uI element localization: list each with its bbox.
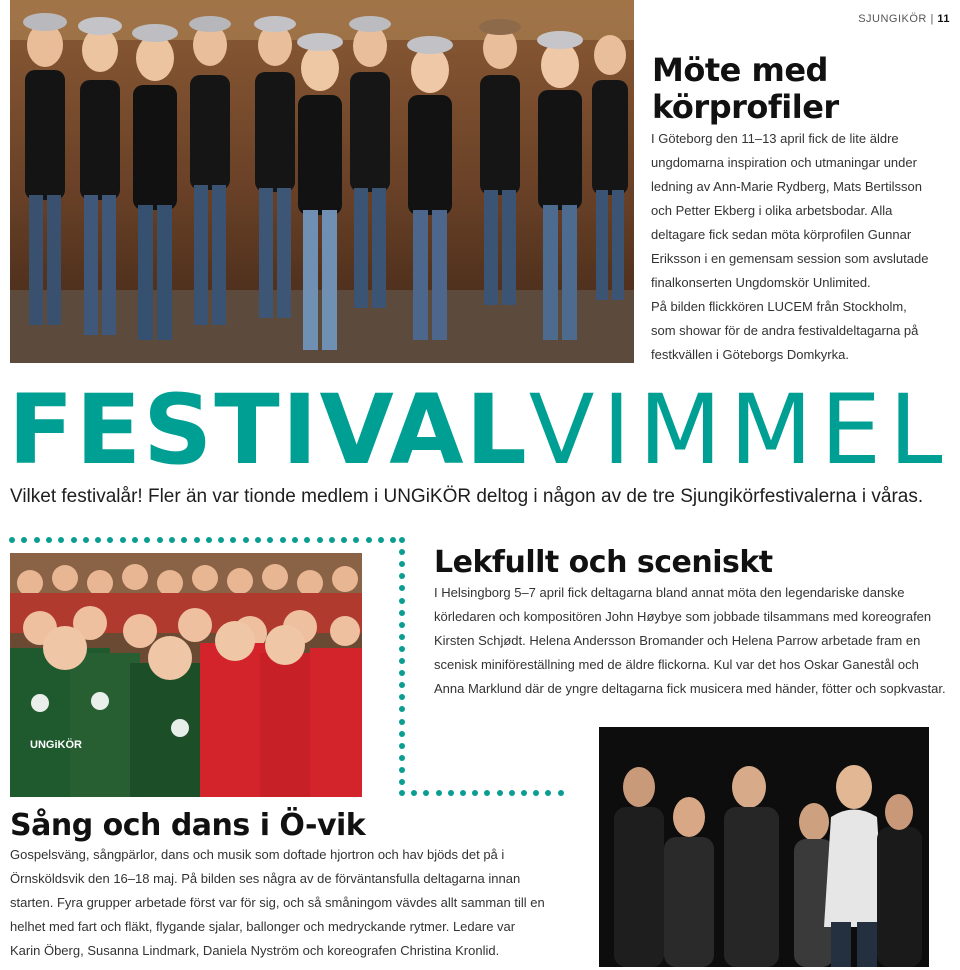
top-story-title — [652, 52, 839, 126]
frame-dot — [83, 537, 89, 543]
frame-dot — [484, 790, 490, 796]
body-line: Örnsköldsvik den 16–18 maj. På bilden ses några av de förväntansfulla deltagarna innan — [10, 871, 521, 886]
frame-dot — [218, 537, 224, 543]
frame-dot — [71, 537, 77, 543]
frame-dot — [317, 537, 323, 543]
body-line: helhet med fart och fläkt, flygande sjalar, ballonger och medryckande rytmer. Ledare var — [10, 919, 516, 934]
frame-dot — [95, 537, 101, 543]
frame-dot — [399, 790, 405, 796]
body-line: I Helsingborg 5–7 april fick deltagarna bland annat möta den legendariske danske — [434, 585, 905, 600]
frame-dot — [399, 561, 405, 567]
children-crowd — [10, 564, 362, 797]
banner-bold: FESTIVAL — [8, 374, 529, 486]
frame-dot — [399, 610, 405, 616]
festivalvimmel-banner — [8, 374, 951, 486]
frame-dot — [399, 767, 405, 773]
frame-dot — [399, 670, 405, 676]
frame-dot — [472, 790, 478, 796]
frame-dot — [399, 755, 405, 761]
frame-dot — [194, 537, 200, 543]
body-line: Anna Marklund där de yngre deltagarna fick musicera med händer, fötter och sopkvastar. — [434, 681, 946, 696]
frame-dot — [304, 537, 310, 543]
frame-dot — [341, 537, 347, 543]
body-line: finalkonserten Ungdomskör Unlimited. — [651, 275, 871, 290]
frame-dot — [181, 537, 187, 543]
frame-dot — [390, 537, 396, 543]
body-line: deltagare fick sedan möta körprofilen Gunnar — [651, 227, 912, 242]
frame-dot — [460, 790, 466, 796]
frame-dot — [399, 658, 405, 664]
body-line: Karin Öberg, Susanna Lindmark, Daniela Nyström och koreografen Christina Kronlid. — [10, 943, 500, 958]
header-separator: | — [930, 13, 934, 25]
frame-dot — [157, 537, 163, 543]
top-story-title-line-1: Möte med — [652, 51, 828, 89]
body-line: Kirsten Schjødt. Helena Andersson Bromander och Helena Parrow arbetade fram en — [434, 633, 921, 648]
frame-dot — [399, 646, 405, 652]
frame-dot — [230, 537, 236, 543]
frame-dot — [366, 537, 372, 543]
page-number: 11 — [937, 13, 950, 25]
frame-dot — [58, 537, 64, 543]
body-line: ungdomarna inspiration och utmaningar under — [651, 155, 917, 170]
section-name: SJUNGIKÖR — [858, 13, 927, 25]
photo-lucem-choir — [10, 0, 634, 363]
frame-dot — [280, 537, 286, 543]
running-header — [858, 13, 950, 25]
frame-dot — [399, 573, 405, 579]
frame-dot — [21, 537, 27, 543]
body-line: I Göteborg den 11–13 april fick de lite äldre — [651, 131, 899, 146]
frame-dot — [132, 537, 138, 543]
middle-story-body — [434, 581, 954, 701]
frame-dot — [399, 549, 405, 555]
frame-dot — [399, 622, 405, 628]
frame-dot — [521, 790, 527, 796]
frame-dot — [292, 537, 298, 543]
frame-dot — [169, 537, 175, 543]
frame-dot — [558, 790, 564, 796]
frame-dot — [46, 537, 52, 543]
frame-dot — [34, 537, 40, 543]
body-line: och Petter Ekberg i olika arbetsbodar. Alla — [651, 203, 893, 218]
frame-dot — [329, 537, 335, 543]
frame-dot — [267, 537, 273, 543]
frame-dot — [533, 790, 539, 796]
frame-dot — [399, 585, 405, 591]
top-story-body — [651, 127, 951, 367]
body-line: scenisk miniföreställning med de äldre flickorna. Kul var det hos Oskar Ganestål och — [434, 657, 919, 672]
body-line: ledning av Ann-Marie Rydberg, Mats Bertilsson — [651, 179, 922, 194]
frame-dot — [399, 634, 405, 640]
frame-dot — [9, 537, 15, 543]
body-line: Gospelsväng, sångpärlor, dans och musik som doftade hjortron och hav bjöds det på i — [10, 847, 505, 862]
bottom-story-body — [10, 843, 590, 963]
frame-dot — [509, 790, 515, 796]
frame-dot — [399, 694, 405, 700]
body-line: festkvällen i Göteborgs Domkyrka. — [651, 347, 849, 362]
frame-dot — [399, 682, 405, 688]
body-line: som showar för de andra festivaldeltagarna på — [651, 323, 919, 338]
frame-dot — [399, 719, 405, 725]
frame-dot — [399, 779, 405, 785]
frame-dot — [423, 790, 429, 796]
photo-helsingborg-children — [10, 553, 362, 797]
frame-dot — [448, 790, 454, 796]
body-line: körledaren och kompositören John Høybye som jobbade tilsammans med koreografen — [434, 609, 932, 624]
frame-dot — [107, 537, 113, 543]
photo-ovik-dancers — [599, 727, 929, 967]
frame-dot — [399, 731, 405, 737]
bottom-story-title: Sång och dans i Ö-vik — [10, 808, 366, 843]
body-line: starten. Fyra grupper arbetade först var för sig, och så småningom vävdes allt samman till en — [10, 895, 545, 910]
frame-dot — [399, 743, 405, 749]
frame-dot — [353, 537, 359, 543]
frame-dot — [399, 598, 405, 604]
frame-dot — [144, 537, 150, 543]
middle-story-title: Lekfullt och sceniskt — [434, 545, 773, 580]
frame-dot — [497, 790, 503, 796]
lead-paragraph: Vilket festivalår! Fler än var tionde medlem i UNGiKÖR deltog i någon av de tre Sjungikörfestivalerna i våras. — [10, 486, 924, 507]
frame-dot — [399, 706, 405, 712]
body-line: På bilden flickkören LUCEM från Stockholm, — [651, 299, 907, 314]
frame-dot — [243, 537, 249, 543]
frame-dot — [436, 790, 442, 796]
frame-dot — [206, 537, 212, 543]
banner-light: VIMMEL — [528, 374, 951, 486]
top-story-title-line-2: körprofiler — [652, 88, 839, 126]
frame-dot — [378, 537, 384, 543]
frame-dot — [255, 537, 261, 543]
frame-dot — [411, 790, 417, 796]
shirt-print: UNGiKÖR — [30, 739, 82, 751]
frame-dot — [545, 790, 551, 796]
body-line: Eriksson i en gemensam session som avslutade — [651, 251, 929, 266]
frame-dot — [120, 537, 126, 543]
frame-dot — [399, 537, 405, 543]
